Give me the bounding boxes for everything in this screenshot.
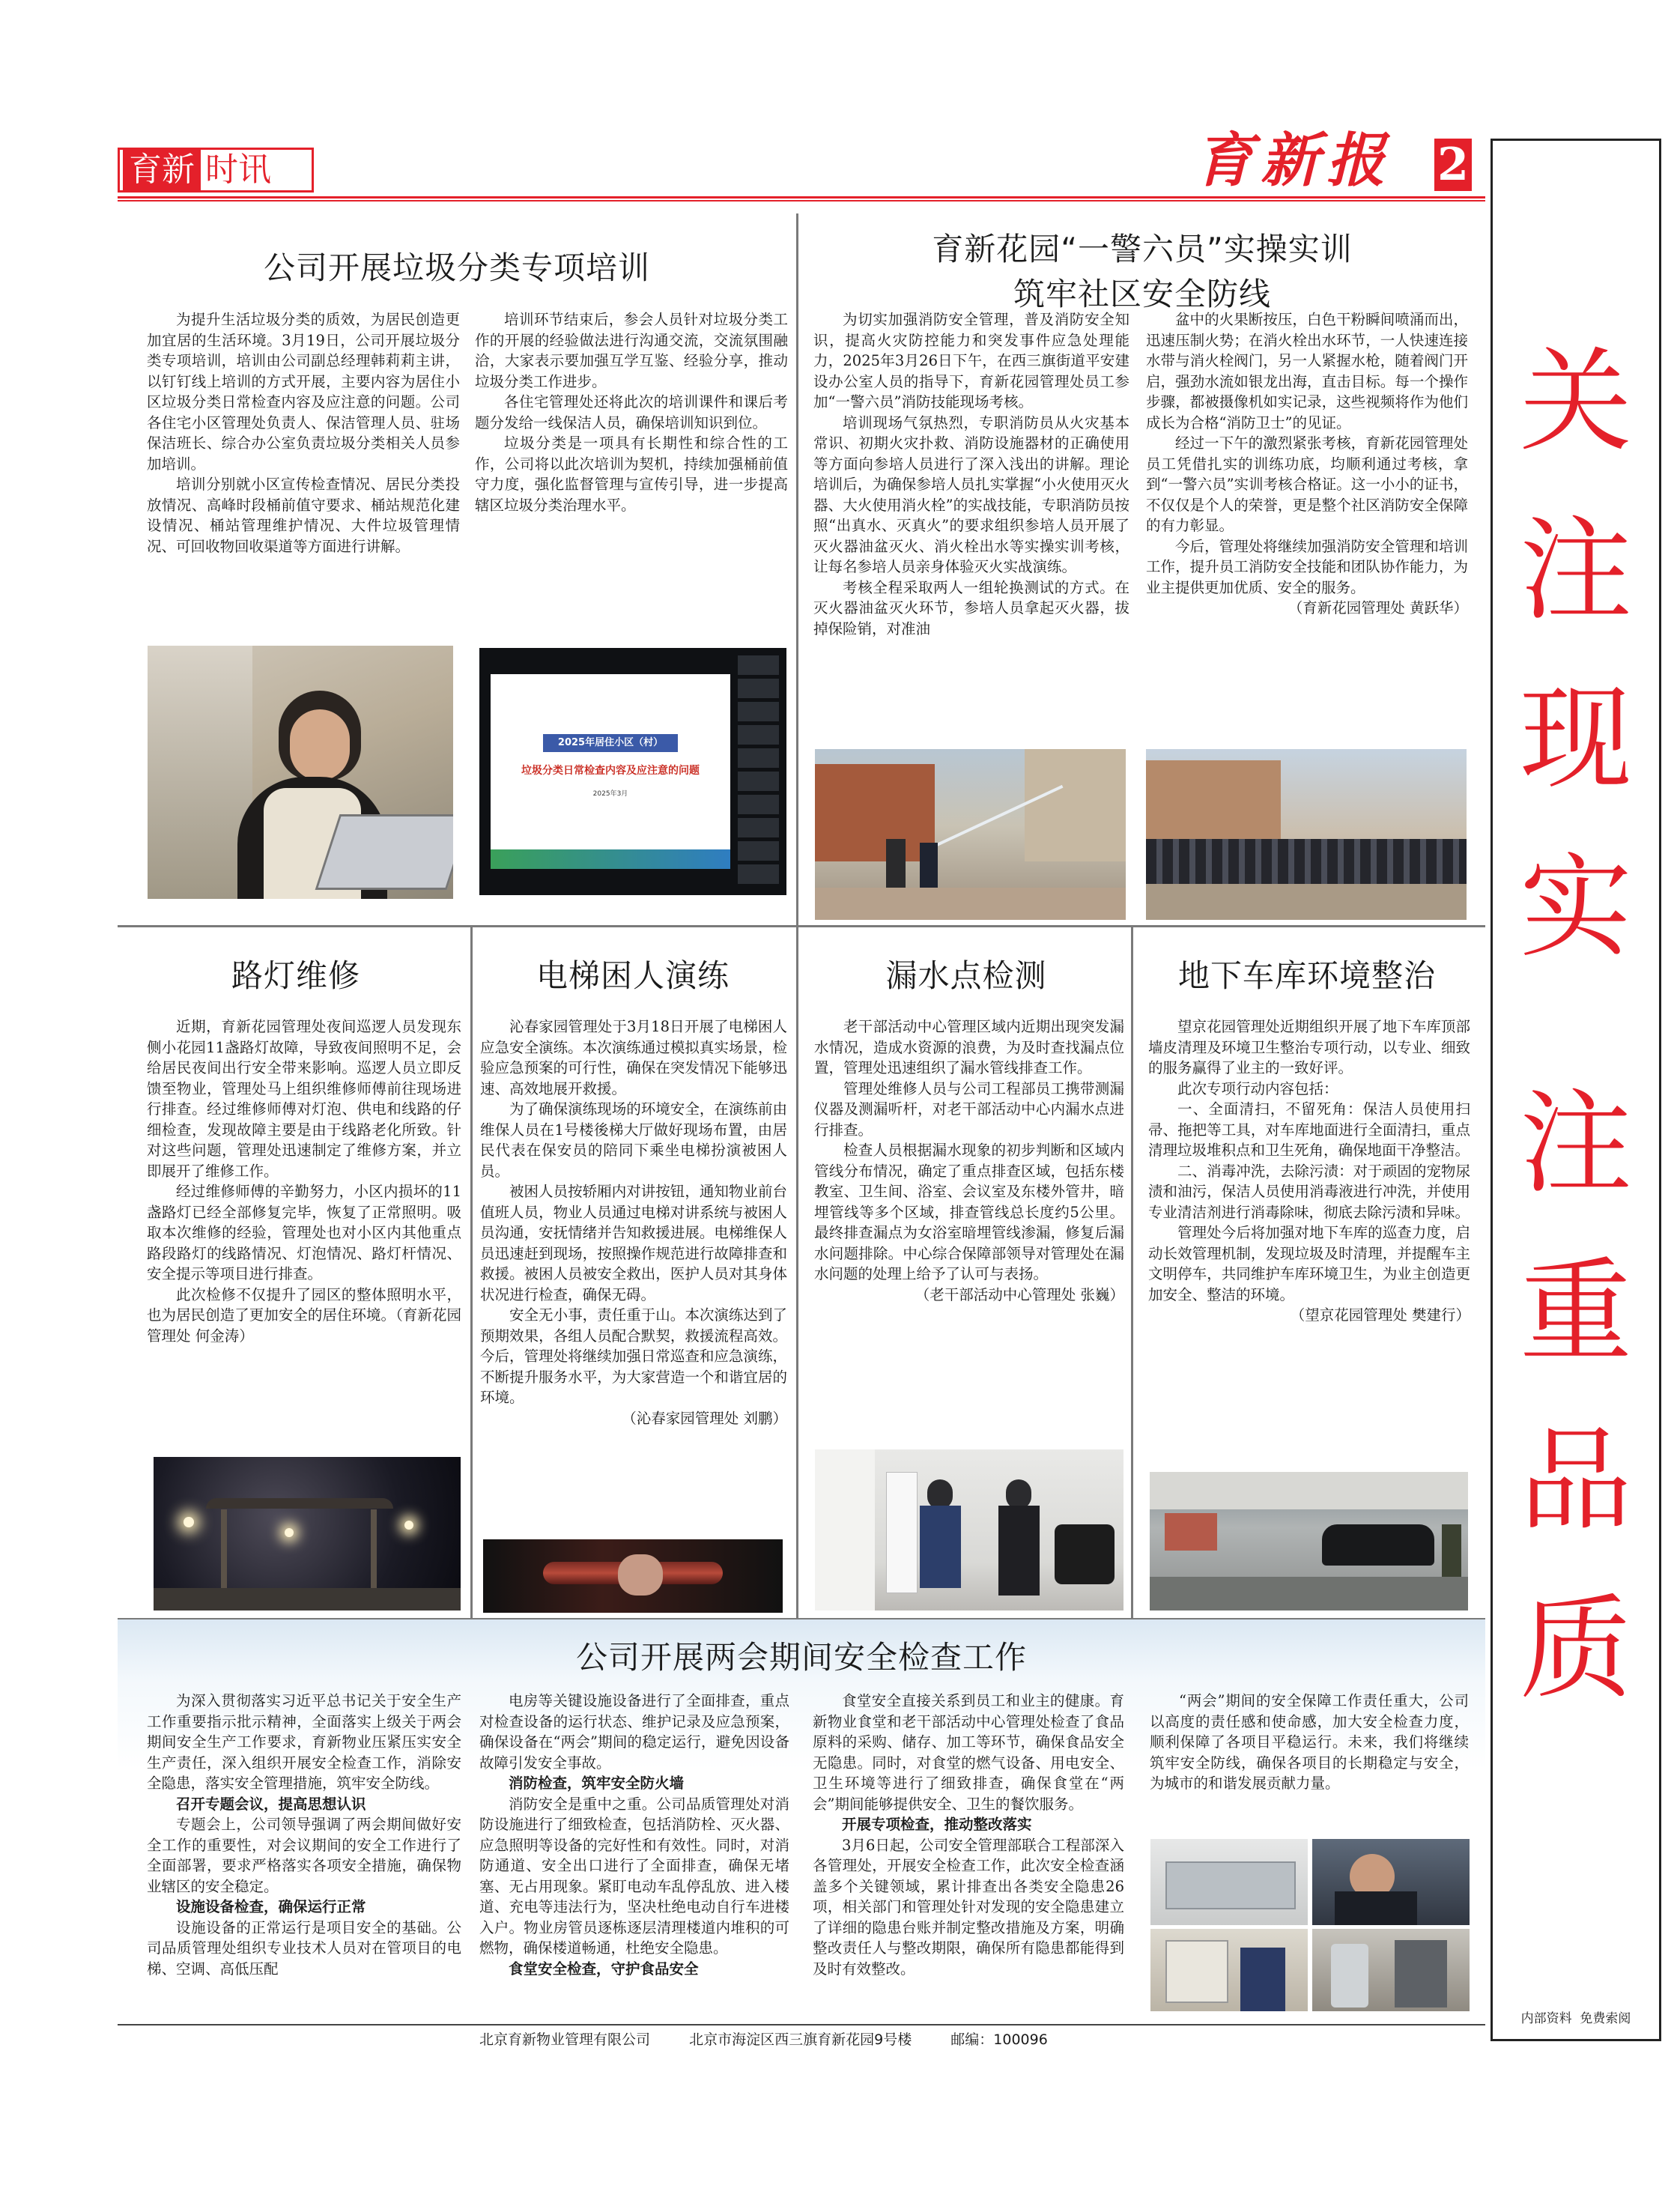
divider-top-bottom bbox=[118, 925, 1485, 927]
safety-para: 电房等关键设施设备进行了全面排查，重点对检查设备的运行状态、维护记录及应急预案，确保设备在“两会”期间的稳定运行，避免因设备故障引发安全事故。 bbox=[479, 1692, 789, 1772]
leak-para: 管理处维修人员与公司工程部员工携带测漏仪器及测漏听杆，对老干部活动中心内漏水点进行排查。 bbox=[814, 1079, 1124, 1139]
divider-mid-2 bbox=[796, 925, 798, 1618]
section-label-yuxin: 育新 bbox=[123, 150, 201, 190]
photo-leak-check bbox=[815, 1449, 1123, 1610]
section-label-shixun: 时讯 bbox=[205, 151, 271, 189]
streetlight-body bbox=[147, 1016, 461, 1346]
safety-subheading: 消防检查，筑牢安全防火墙 bbox=[509, 1775, 685, 1792]
garage-para: 二、消毒冲洗，去除污渍：对于顽固的宠物尿渍和油污，保洁人员使用消毒液进行冲洗，并使用专业清洁剂进行消毒除味，彻底去除污渍和异味。 bbox=[1148, 1162, 1470, 1221]
section-label bbox=[118, 148, 314, 193]
slogan-column bbox=[1491, 318, 1661, 1734]
elevator-body bbox=[480, 1016, 787, 1428]
fire-para: 今后，管理处将继续加强消防安全管理和培训工作，提升员工消防安全技能和团队协作能力，为业主提供更加优质、安全的服务。 bbox=[1146, 537, 1468, 596]
leak-para: 检查人员根据漏水现象的初步判断和区域内管线分布情况，确定了重点排查区域，包括东楼教室、卫生间、浴室、会议室及东楼外管井，暗埋管线等多个区域，排查管线总长度约5公里。最终排查漏点为女浴室暗埋管线渗漏，修复后漏水问题排除。中心综合保障部领导对管理处在漏水问题的处理上给予了认可与表扬。 bbox=[814, 1142, 1124, 1282]
fire-col-2 bbox=[1146, 309, 1468, 619]
fire-title-line-2: 筑牢社区安全防线 bbox=[1013, 276, 1271, 312]
photo-garage-clean bbox=[1150, 1472, 1468, 1610]
photo-night-lights bbox=[154, 1457, 461, 1610]
leak-para: 老干部活动中心管理区域内近期出现突发漏水情况，造成水资源的浪费，为及时查找漏点位置，管理处迅速组织了漏水管线排查工作。 bbox=[814, 1018, 1124, 1076]
leak-byline: （老干部活动中心管理处 张巍） bbox=[915, 1285, 1124, 1303]
leak-title: 漏水点检测 bbox=[885, 957, 1047, 994]
fire-byline: （育新花园管理处 黄跃华） bbox=[1288, 599, 1468, 616]
footer-company: 北京育新物业管理有限公司 bbox=[479, 2031, 651, 2048]
safety-col-3 bbox=[813, 1691, 1124, 1979]
streetlight-title: 路灯维修 bbox=[231, 957, 360, 994]
safety-para: “两会”期间的安全保障工作责任重大，公司以高度的责任感和使命感，加大安全检查力度，顺利保障了各项目平稳运行。未来，我们将继续筑牢安全防线，确保各项目的长期稳定与安全，为城市的和谐发展贡献力量。 bbox=[1150, 1692, 1469, 1792]
divider-mid-1 bbox=[470, 925, 473, 1618]
photo-online-training bbox=[148, 646, 453, 899]
elevator-byline: （沁春家园管理处 刘鹏） bbox=[622, 1409, 787, 1427]
photo-elevator-drill bbox=[483, 1539, 783, 1613]
garage-para: 此次专项行动内容包括： bbox=[1177, 1079, 1338, 1097]
footer-line bbox=[118, 2024, 1485, 2025]
fire-col-1 bbox=[813, 309, 1129, 639]
fire-title-line-1: 育新花园“一警六员”实操实训 bbox=[932, 231, 1353, 267]
fire-para: 为切实加强消防安全管理，普及消防安全知识，提高火灾防控能力和突发事件应急处理能力，2025年3月26日下午，在西三旗街道平安建设办公室人员的指导下，育新花园管理处员工参加“一警六员”消防技能现场考核。 bbox=[813, 311, 1129, 410]
slide-banner: 2025年居住小区（村） bbox=[543, 734, 678, 752]
elevator-para: 被困人员按轿厢内对讲按钮，通知物业前台值班人员，物业人员通过电梯对讲系统与被困人员沟通，安抚情绪并告知救援进展。电梯维保人员迅速赶到现场，按照操作规范进行故障排查和救援。被困人员被安全救出，医护人员对其身体状况进行检查，确保无碍。 bbox=[480, 1183, 787, 1303]
garage-body bbox=[1148, 1016, 1470, 1326]
garbage-para: 垃圾分类是一项具有长期性和综合性的工作，公司将以此次培训为契机，持续加强桶前值守力度，强化监督管理与宣传引导，进一步提高辖区垃圾分类治理水平。 bbox=[475, 434, 788, 514]
fire-para: 考核全程采取两人一组轮换测试的方式。在灭火器油盆灭火环节，参培人员拿起灭火器，拔掉保险销，对准油 bbox=[813, 578, 1129, 637]
fire-para: 培训现场气氛热烈，专职消防员从火灾基本常识、初期火灾扑救、消防设施器材的正确使用等方面向参培人员进行了深入浅出的讲解。理论培训后，为确保参培人员扎实掌握“小火使用灭火器、大火使用消火栓”的实战技能，专职消防员按照“出真水、灭真火”的要求组织参培人员开展了灭火器油盆灭火、消火栓出水等实操实训考核，让每名参培人员亲身体验灭火实战演练。 bbox=[813, 413, 1129, 575]
safety-subheading: 开展专项检查，推动整改落实 bbox=[842, 1816, 1032, 1833]
streetlight-para: 经过维修师傅的辛勤努力，小区内损坏的11盏路灯已经全部修复完毕，恢复了正常照明。吸取本次维修的经验，管理处也对小区内其他重点路段路灯的线路情况、灯泡情况、路灯杆情况、安全提示等项目进行排查。 bbox=[147, 1183, 461, 1282]
slogan-footer: 内部资料 免费索阅 bbox=[1520, 2011, 1631, 2026]
safety-para: 3月6日起，公司安全管理部联合工程部深入各管理处，开展安全检查工作，此次安全检查涵盖多个关键领域，累计排查出各类安全隐患26项，相关部门和管理处针对发现的安全隐患建立了详细的隐患台账并制定整改措施及方案，明确整改责任人与整改期限，确保所有隐患都能得到及时有效整改。 bbox=[813, 1836, 1124, 1978]
garbage-para: 培训分别就小区宣传检查情况、居民分类投放情况、高峰时段桶前值守要求、桶站规范化建设情况、桶站管理维护情况、大件垃圾管理情况、可回收物回收渠道等方面进行讲解。 bbox=[147, 476, 460, 555]
footer-address: 北京市海淀区西三旗育新花园9号楼 bbox=[689, 2031, 912, 2048]
photo-staff-lineup bbox=[1146, 749, 1467, 920]
footer-postcode: 邮编：100096 bbox=[950, 2031, 1048, 2048]
elevator-para: 为了确保演练现场的环境安全，在演练前由维保人员在1号楼後梯大厅做好现场布置，由居民代表在保安员的陪同下乘坐电梯扮演被困人员。 bbox=[480, 1100, 787, 1180]
safety-para: 为深入贯彻落实习近平总书记关于安全生产工作重要指示批示精神，全面落实上级关于两会期间安全生产工作要求，育新物业压紧压实安全生产责任，深入组织开展安全检查工作，消除安全隐患，落实安全管理措施，筑牢安全防线。 bbox=[147, 1692, 461, 1792]
photo-inspector-fridge bbox=[1312, 1839, 1470, 1925]
safety-para: 设施设备的正常运行是项目安全的基础。公司品质管理处组织专业技术人员对在管项目的电梯、空调、高低压配 bbox=[147, 1918, 461, 1978]
footer bbox=[479, 2028, 1153, 2049]
divider-mid-3 bbox=[1131, 925, 1133, 1618]
safety-col-1 bbox=[147, 1691, 461, 1979]
safety-subheading: 召开专题会议，提高思想认识 bbox=[176, 1795, 366, 1813]
safety-para: 食堂安全直接关系到员工和业主的健康。育新物业食堂和老干部活动中心管理处检查了食品原料的采购、储存、加工等环节，确保食品安全无隐患。同时，对食堂的燃气设备、用电安全、卫生环境等进行了细致排查，确保食堂在“两会”期间能够提供安全、卫生的餐饮服务。 bbox=[813, 1692, 1124, 1813]
safety-para: 消防安全是重中之重。公司品质管理处对消防设施进行了细致检查，包括消防栓、灭火器、应急照明等设备的完好性和有效性。同时，对消防通道、安全出口进行了全面排查，确保无堵塞、无占用现象。紧盯电动车乱停乱放、进入楼道、充电等违法行为，坚决杜绝电动自行车进楼入户。物业房管员逐栋逐层清理楼道内堆积的可燃物，确保楼道畅通，杜绝安全隐患。 bbox=[479, 1795, 789, 1957]
garage-para: 一、全面清扫，不留死角：保洁人员使用扫帚、拖把等工具，对车库地面进行全面清扫，重点清理垃圾堆积点和卫生死角，确保地面干净整洁。 bbox=[1148, 1100, 1470, 1159]
garbage-para: 为提升生活垃圾分类的质效，为居民创造更加宜居的生活环境。3月19日，公司开展垃圾分类专项培训，培训由公司副总经理韩莉莉主讲，以钉钉线上培训的方式开展，主要内容为居住小区垃圾分类日常检查内容及应注意的问题。公司各住宅小区管理处负责人、保洁管理人员、驻场保洁班长、综合办公室负责垃圾分类相关人员参加培训。 bbox=[147, 311, 460, 473]
garage-byline: （望京花园管理处 樊建行） bbox=[1290, 1306, 1470, 1324]
garage-title: 地下车库环境整治 bbox=[1177, 957, 1436, 994]
safety-col-4 bbox=[1150, 1691, 1469, 1794]
garbage-para: 培训环节结束后，参会人员针对垃圾分类工作的开展的经验做法进行沟通交流，交流氛围融洽，大家表示要加强互学互鉴、经验分享，推动垃圾分类工作进步。 bbox=[475, 311, 788, 390]
photo-training-slide bbox=[479, 648, 786, 895]
slogan-line-2: 注重品质 bbox=[1520, 1079, 1633, 1715]
safety-para: 专题会上，公司领导强调了两会期间做好安全工作的重要性，对会议期间的安全工作进行了全面部署，要求严格落实各项安全措施，确保物业辖区的安全稳定。 bbox=[147, 1816, 461, 1895]
safety-subheading: 食堂安全检查，守护食品安全 bbox=[509, 1960, 699, 1978]
fire-para: 经过一下午的激烈紧张考核，育新花园管理处员工凭借扎实的训练功底，均顺利通过考核，拿到“一警六员”实训考核合格证。这一小小的证书，不仅仅是个人的荣誉，更是整个社区消防安全保障的有力彰显。 bbox=[1146, 434, 1468, 534]
safety-title: 公司开展两会期间安全检查工作 bbox=[575, 1639, 1027, 1676]
slide-date: 2025年3月 bbox=[592, 790, 628, 798]
photo-hose-drill bbox=[815, 749, 1126, 920]
garbage-title: 公司开展垃圾分类专项培训 bbox=[263, 249, 650, 286]
elevator-title: 电梯困人演练 bbox=[536, 957, 730, 994]
elevator-para: 沁春家园管理处于3月18日开展了电梯困人应急安全演练。本次演练通过模拟真实场景，检验应急预案的可行性，确保在突发情况下能够迅速、高效地展开救援。 bbox=[480, 1018, 787, 1097]
garbage-col-1 bbox=[147, 309, 460, 557]
masthead-underline bbox=[118, 196, 1485, 201]
leak-body bbox=[814, 1016, 1124, 1305]
paper-name: 育新报 bbox=[1195, 127, 1393, 195]
slide-title: 垃圾分类日常检查内容及应注意的问题 bbox=[521, 765, 700, 777]
divider-top-center bbox=[796, 213, 798, 925]
photo-electrical-panel bbox=[1150, 1929, 1308, 2011]
photo-kitchen-inspection bbox=[1150, 1839, 1308, 1925]
safety-col-2 bbox=[479, 1691, 789, 1979]
garbage-col-2 bbox=[475, 309, 788, 515]
photo-boiler-room bbox=[1312, 1929, 1470, 2011]
slogan-line-1: 关注现实 bbox=[1520, 337, 1633, 973]
garage-para: 望京花园管理处近期组织开展了地下车库顶部墙皮清理及环境卫生整治专项行动，以专业、细致的服务赢得了业主的一致好评。 bbox=[1148, 1018, 1470, 1076]
page-number: 2 bbox=[1434, 139, 1472, 191]
streetlight-para: 近期，育新花园管理处夜间巡逻人员发现东侧小花园11盏路灯故障，导致夜间照明不足，会给居民夜间出行安全带来影响。巡逻人员立即反馈至物业，管理处马上组织维修师傅前往现场进行排查。经过维修师傅对灯泡、供电和线路的仔细检查，发现故障主要是由于线路老化所致。针对这些问题，管理处迅速制定了维修方案，并立即展开了维修工作。 bbox=[147, 1018, 461, 1180]
elevator-para: 安全无小事，责任重于山。本次演练达到了预期效果，各组人员配合默契，救援流程高效。今后，管理处将继续加强日常巡查和应急演练，不断提升服务水平，为大家营造一个和谐宜居的环境。 bbox=[480, 1306, 787, 1406]
fire-para: 盆中的火果断按压，白色干粉瞬间喷涌而出，迅速压制火势；在消火栓出水环节，一人快速连接水带与消火栓阀门，另一人紧握水枪，随着阀门开启，强劲水流如银龙出海，直击目标。每一个操作步骤，都被摄像机如实记录，这些视频将作为他们成长为合格“消防卫士”的见证。 bbox=[1146, 311, 1468, 431]
streetlight-para: 此次检修不仅提升了园区的整体照明水平，也为居民创造了更加安全的居住环境。（育新花园管理处 何金涛） bbox=[147, 1285, 461, 1345]
garage-para: 管理处今后将加强对地下车库的巡查力度，启动长效管理机制，发现垃圾及时清理，并提醒车主文明停车，共同维护车库环境卫生，为业主创造更加安全、整洁的环境。 bbox=[1148, 1224, 1470, 1303]
garbage-para: 各住宅管理处还将此次的培训课件和课后考题分发给一线保洁人员，确保培训知识到位。 bbox=[475, 393, 788, 431]
safety-subheading: 设施设备检查，确保运行正常 bbox=[176, 1898, 366, 1915]
